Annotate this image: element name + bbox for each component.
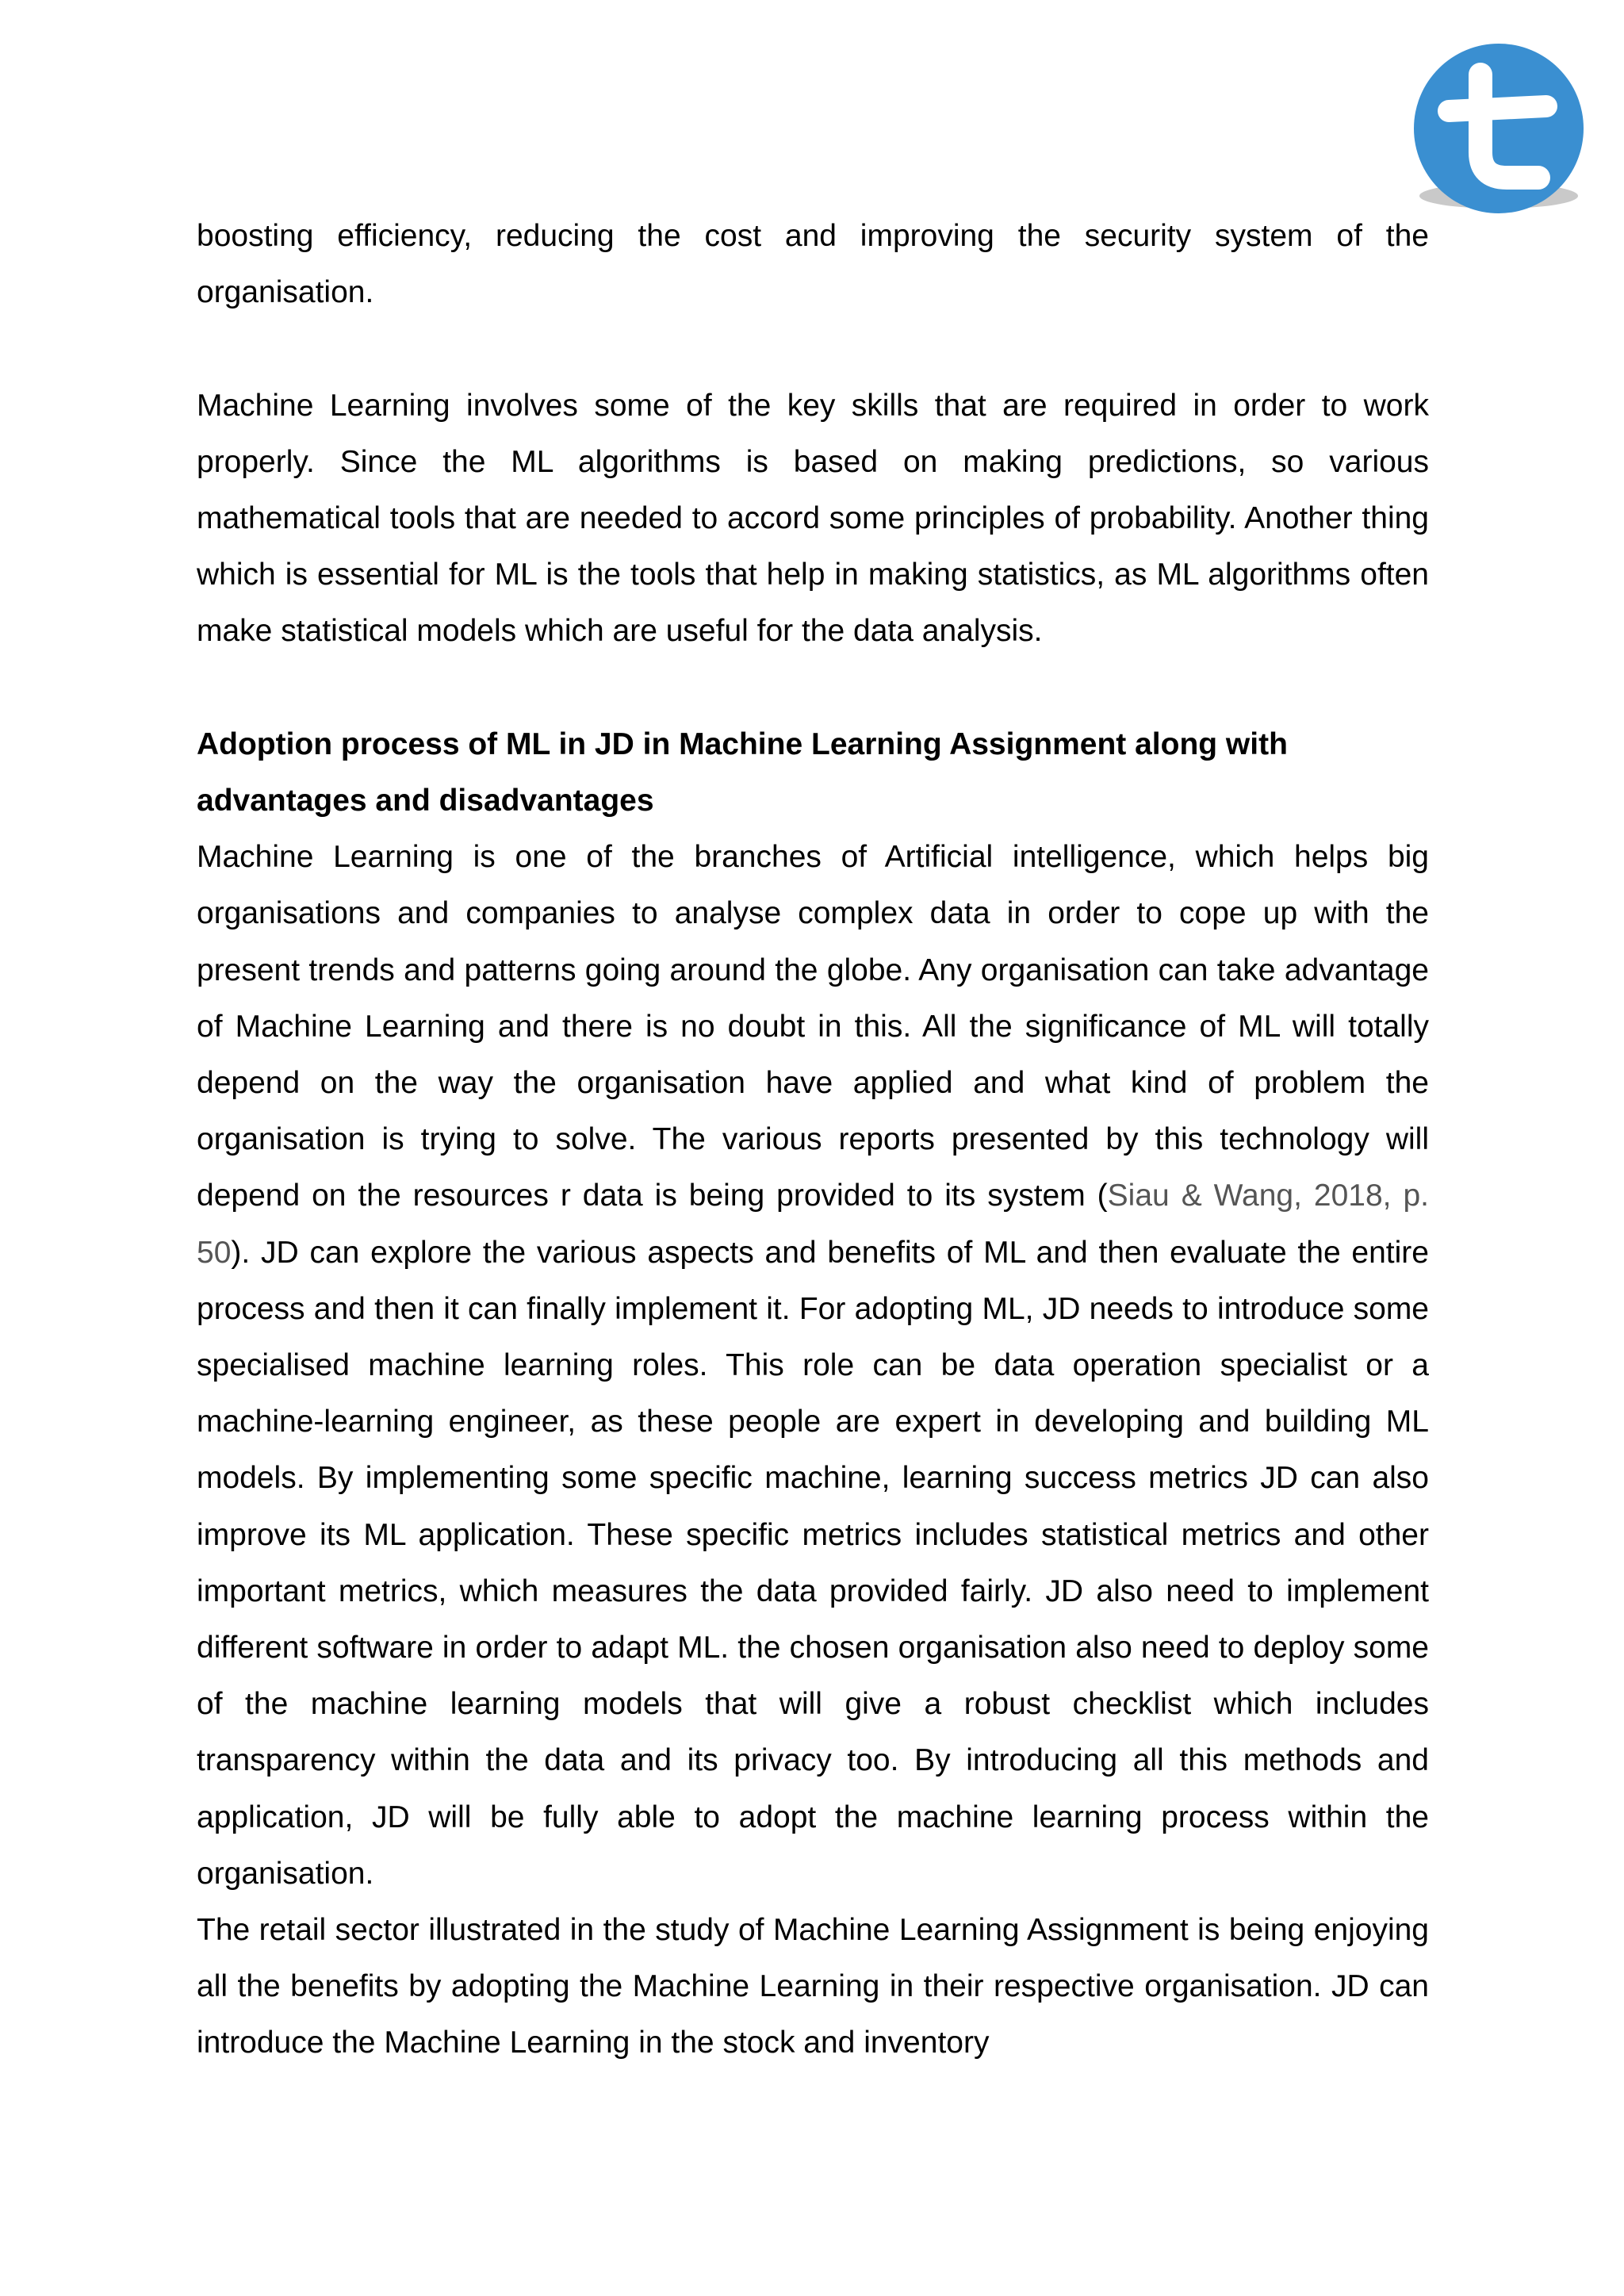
paragraph-adoption-process [197, 829, 1429, 1902]
adoption-text-part-2: ). JD can explore the various aspects and benefits of ML and then evaluate the entire process and then it can finally implement it. For adopting ML, JD needs to introduce some specialised machine learning roles. This role can be data operation specialist or a machine-learning engineer, as these people are expert in developing and building ML models. By implementing some specific machine, learning success metrics JD can also improve its ML application. These specific metrics includes statistical metrics and other important metrics, which measures the data provided fairly. JD also need to implement different software in order to adapt ML. the chosen organisation also need to deploy some of the machine learning models that will give a robust checklist which includes transparency within the data and its privacy too. By introducing all this methods and application, JD will be fully able to adopt the machine learning process within the organisation. [197, 1235, 1429, 1891]
adoption-text-part-1: Machine Learning is one of the branches of Artificial intelligence, which helps big organisations and companies to analyse complex data in order to cope up with the present trends and patterns going around the globe. Any organisation can take advantage of Machine Learning and there is no doubt in this. All the significance of ML will totally depend on the way the organisation have applied and what kind of problem the organisation is trying to solve. The various reports presented by this technology will depend on the resources r data is being provided to its system ( [197, 840, 1429, 1213]
brand-logo [1405, 41, 1588, 220]
logo-letter-crossbar [1449, 106, 1546, 111]
logo-icon [1405, 41, 1588, 220]
paragraph-retail-sector: The retail sector illustrated in the study of Machine Learning Assignment is being enjoying all the benefits by adopting the Machine Learning in their respective organisation. JD can introduce the Machine Learning in the stock and inventory [197, 1913, 1429, 2060]
document-body [197, 208, 1429, 2072]
paragraph-intro-continuation: boosting efficiency, reducing the cost and improving the security system of the organisation. [197, 219, 1429, 310]
section-heading: Adoption process of ML in JD in Machine Learning Assignment along with advantages and disadvantages [197, 726, 1288, 818]
paragraph-key-skills: Machine Learning involves some of the key skills that are required in order to work properly. Since the ML algorithms is based on making predictions, so various mathematical tools that are needed to accord some principles of probability. Another thing which is essential for ML is the tools that help in making statistics, as ML algorithms often make statistical models which are useful for the data analysis. [197, 388, 1429, 649]
citation: Siau & Wang, 2018, p. 50 [197, 1179, 1429, 1270]
